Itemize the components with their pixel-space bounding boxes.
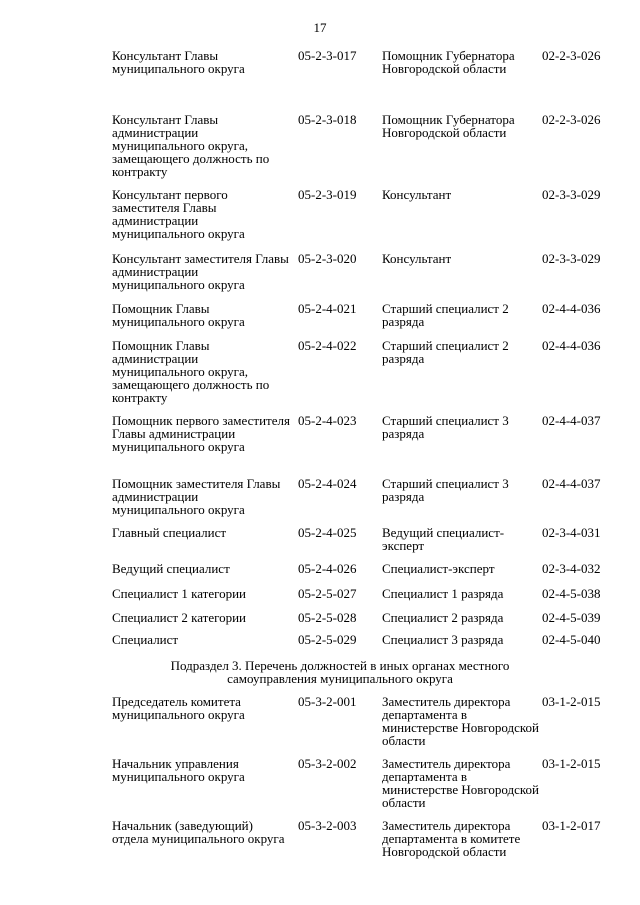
position-code: 05-2-3-019 <box>298 187 357 202</box>
equivalent-position-code: 02-4-4-036 <box>542 301 601 316</box>
position-code: 05-2-4-023 <box>298 413 357 428</box>
equivalent-position-code: 03-1-2-015 <box>542 756 601 771</box>
position-code: 05-2-4-022 <box>298 338 357 353</box>
equivalent-position-code: 03-1-2-015 <box>542 694 601 709</box>
equivalent-position-code: 02-4-4-037 <box>542 476 601 491</box>
equivalent-position-code: 02-2-3-026 <box>542 112 601 127</box>
position-code: 05-3-2-002 <box>298 756 357 771</box>
position-name: Консультант заместителя Главы администрации муниципального округа <box>112 251 289 292</box>
position-name: Начальник управления муниципального округа <box>112 756 245 784</box>
position-code: 05-2-4-021 <box>298 301 357 316</box>
position-code: 05-2-4-024 <box>298 476 357 491</box>
position-name: Помощник заместителя Главы администрации муниципального округа <box>112 476 281 517</box>
position-code: 05-3-2-003 <box>298 818 357 833</box>
equivalent-position-code: 02-3-4-032 <box>542 561 601 576</box>
position-code: 05-2-4-025 <box>298 525 357 540</box>
equivalent-position-name: Специалист 3 разряда <box>382 632 504 647</box>
position-code: 05-2-5-029 <box>298 632 357 647</box>
position-code: 05-2-3-020 <box>298 251 357 266</box>
equivalent-position-name: Специалист-эксперт <box>382 561 495 576</box>
equivalent-position-code: 03-1-2-017 <box>542 818 601 833</box>
page-number: 17 <box>313 20 327 35</box>
equivalent-position-name: Специалист 1 разряда <box>382 586 504 601</box>
equivalent-position-name: Специалист 2 разряда <box>382 610 504 625</box>
position-code: 05-3-2-001 <box>298 694 357 709</box>
equivalent-position-code: 02-4-5-039 <box>542 610 601 625</box>
equivalent-position-name: Старший специалист 2 разряда <box>382 338 509 366</box>
equivalent-position-name: Заместитель директора департамента в министерстве Новгородской области <box>382 756 540 810</box>
position-name: Председатель комитета муниципального округа <box>112 694 245 722</box>
subsection-heading: Подраздел 3. Перечень должностей в иных органах местного самоуправления муниципального округа <box>170 658 510 686</box>
position-code: 05-2-3-018 <box>298 112 357 127</box>
position-name: Специалист 2 категории <box>112 610 247 625</box>
position-name: Главный специалист <box>112 525 227 540</box>
position-name: Помощник первого заместителя Главы администрации муниципального округа <box>112 413 290 454</box>
equivalent-position-name: Заместитель директора департамента в комитете Новгородской области <box>382 818 521 859</box>
equivalent-position-name: Помощник Губернатора Новгородской области <box>382 112 515 140</box>
equivalent-position-name: Помощник Губернатора Новгородской области <box>382 48 515 76</box>
position-name: Начальник (заведующий) отдела муниципального округа <box>112 818 285 846</box>
position-name: Консультант Главы муниципального округа <box>112 48 245 76</box>
equivalent-position-code: 02-4-5-040 <box>542 632 601 647</box>
equivalent-position-name: Ведущий специалист-эксперт <box>382 525 505 553</box>
position-name: Ведущий специалист <box>112 561 230 576</box>
equivalent-position-name: Консультант <box>382 251 452 266</box>
position-name: Помощник Главы администрации муниципального округа, замещающего должность по контракту <box>112 338 270 405</box>
equivalent-position-name: Старший специалист 3 разряда <box>382 476 509 504</box>
position-name: Помощник Главы муниципального округа <box>112 301 245 329</box>
equivalent-position-name: Консультант <box>382 187 452 202</box>
equivalent-position-code: 02-4-4-037 <box>542 413 601 428</box>
equivalent-position-code: 02-3-3-029 <box>542 251 601 266</box>
position-name: Консультант первого заместителя Главы администрации муниципального округа <box>112 187 245 241</box>
equivalent-position-name: Заместитель директора департамента в министерстве Новгородской области <box>382 694 540 748</box>
position-name: Специалист <box>112 632 179 647</box>
position-code: 05-2-4-026 <box>298 561 357 576</box>
equivalent-position-code: 02-4-4-036 <box>542 338 601 353</box>
equivalent-position-code: 02-3-3-029 <box>542 187 601 202</box>
equivalent-position-code: 02-3-4-031 <box>542 525 601 540</box>
equivalent-position-code: 02-2-3-026 <box>542 48 601 63</box>
position-code: 05-2-5-028 <box>298 610 357 625</box>
position-code: 05-2-5-027 <box>298 586 357 601</box>
equivalent-position-code: 02-4-5-038 <box>542 586 601 601</box>
equivalent-position-name: Старший специалист 2 разряда <box>382 301 509 329</box>
equivalent-position-name: Старший специалист 3 разряда <box>382 413 509 441</box>
position-name: Специалист 1 категории <box>112 586 247 601</box>
position-name: Консультант Главы администрации муниципального округа, замещающего должность по контракту <box>112 112 270 179</box>
position-code: 05-2-3-017 <box>298 48 357 63</box>
